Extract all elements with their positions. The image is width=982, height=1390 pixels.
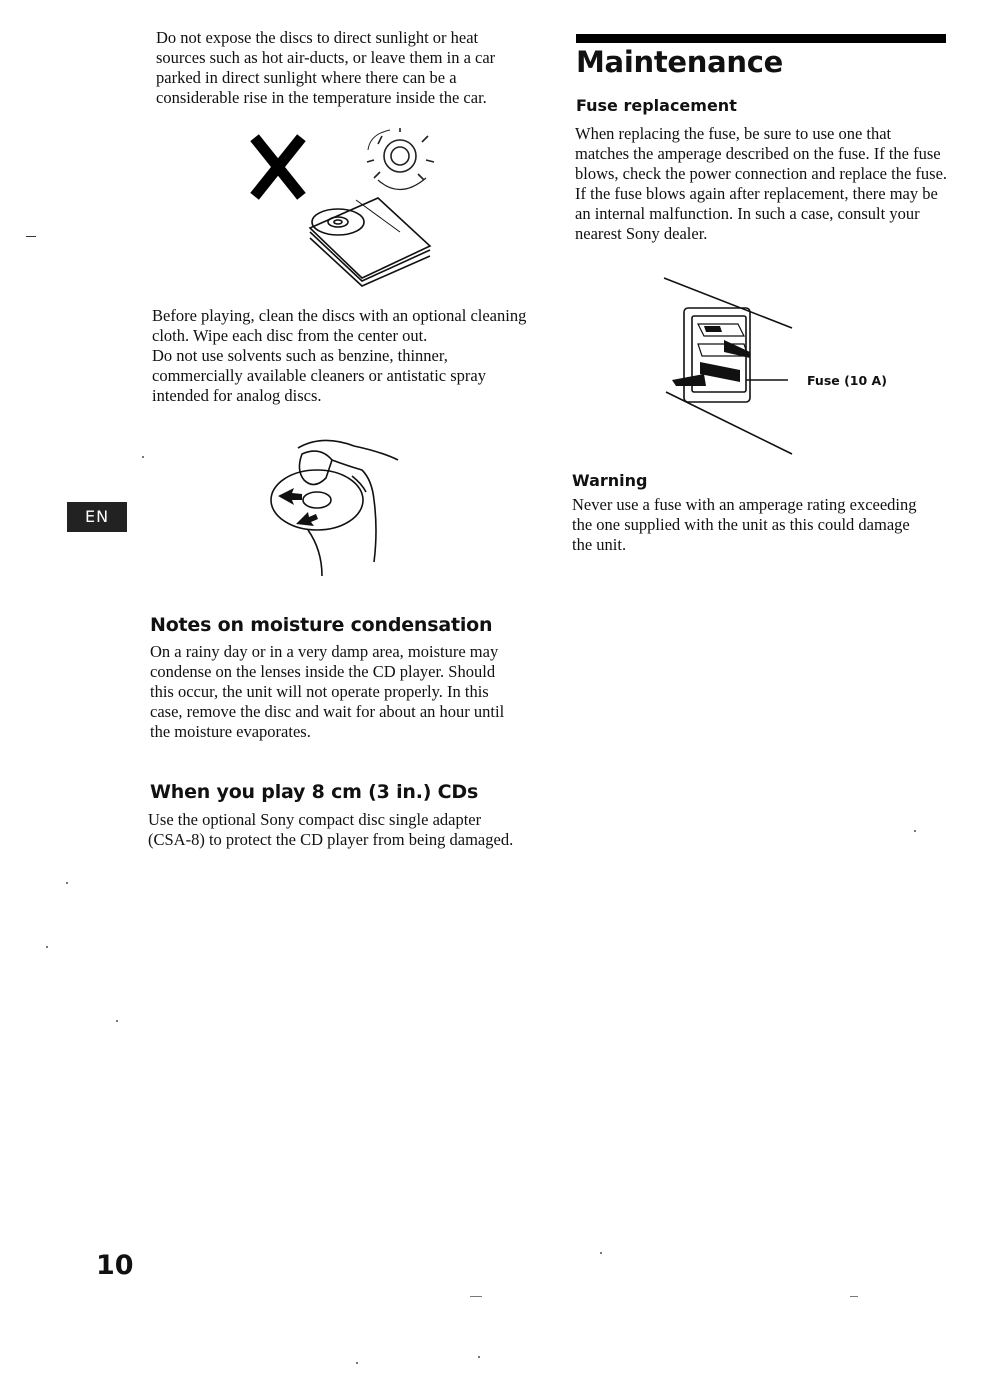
scan-speck (470, 1296, 482, 1297)
warning-heading: Warning (572, 471, 648, 490)
cd8-heading: When you play 8 cm (3 in.) CDs (150, 781, 479, 803)
language-tab: EN (67, 502, 127, 532)
sun-icon (367, 128, 434, 190)
moisture-heading: Notes on moisture condensation (150, 614, 493, 636)
scan-speck (46, 946, 48, 948)
scan-speck (142, 456, 144, 458)
sunlight-paragraph: Do not expose the discs to direct sunlight or heat sources such as hot air-ducts, or leave them in a car parked in direct sunlight where there can be a considerable rise in the temperature inside the car. (156, 28, 496, 107)
scan-speck (850, 1296, 858, 1297)
sunlight-warning-illustration (250, 128, 450, 288)
scan-speck (116, 1020, 118, 1022)
fuse-heading: Fuse replacement (576, 96, 737, 115)
scan-speck (478, 1356, 480, 1358)
cleaning-paragraph: Before playing, clean the discs with an optional cleaning cloth. Wipe each disc from the center out. Do not use solvents such as benzine, thinner, commercially available cleaners or antistatic spray intended for analog discs. (152, 306, 527, 405)
warning-paragraph: Never use a fuse with an amperage rating exceeding the one supplied with the unit as this could damage the unit. (572, 495, 917, 554)
fuse-callout-label: Fuse (10 A) (807, 373, 887, 388)
scan-speck (600, 1252, 602, 1254)
scan-speck (356, 1362, 358, 1364)
section-title: Maintenance (576, 45, 783, 79)
hand-wiping-disc-icon (262, 430, 412, 580)
page-number: 10 (96, 1250, 134, 1281)
margin-mark (26, 236, 36, 237)
x-mark-icon (258, 142, 298, 192)
scan-speck (66, 882, 68, 884)
scan-speck (914, 830, 916, 832)
cd-case-icon (310, 198, 430, 286)
moisture-paragraph: On a rainy day or in a very damp area, moisture may condense on the lenses inside the CD player. Should this occur, the unit will not operate properly. In this case, remove the disc and wait for about an hour until the moisture evaporates. (150, 642, 505, 741)
fuse-paragraph: When replacing the fuse, be sure to use one that matches the amperage described on the fuse. If the fuse blows, check the power connection and replace the fuse. If the fuse blows again after replacement, there may be an internal malfunction. In such a case, consult your nearest Sony dealer. (575, 124, 948, 243)
fuse-slot-diagram (648, 270, 808, 460)
section-title-rule (576, 34, 946, 43)
cd8-paragraph: Use the optional Sony compact disc single adapter (CSA-8) to protect the CD player from being damaged. (148, 810, 514, 849)
